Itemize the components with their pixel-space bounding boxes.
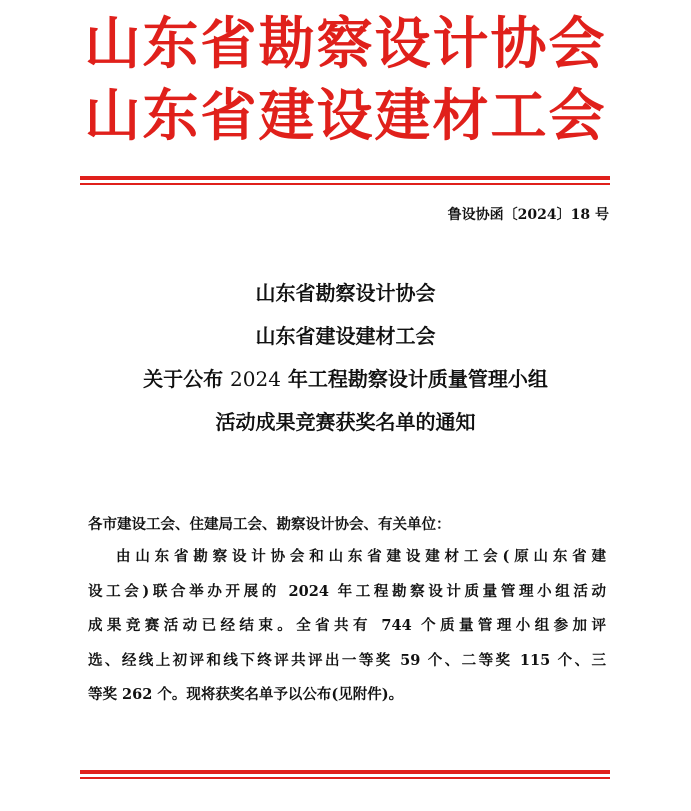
body-line: 选、经线上初评和线下终评共评出一等奖 59 个、二等奖 115 个、三 [88, 651, 606, 669]
title-line-3-suffix: 年工程勘察设计质量管理小组 [287, 367, 548, 391]
title-line-3-prefix: 关于公布 [143, 367, 224, 391]
title-line-1: 山东省勘察设计协会 [255, 281, 436, 305]
salutation: 各市建设工会、住建局工会、勘察设计协会、有关单位： [88, 516, 451, 533]
title-year: 2024 [230, 367, 281, 391]
body-line: 由山东省勘察设计协会和山东省建设建材工会(原山东省建 [116, 548, 606, 565]
letterhead-divider-top [80, 176, 610, 185]
title-line-2: 山东省建设建材工会 [255, 324, 436, 348]
title-line-4: 活动成果竞赛获奖名单的通知 [215, 410, 476, 434]
title-line-3 [0, 358, 691, 401]
letterhead [0, 8, 691, 152]
document-number: 鲁设协函〔2024〕18 号 [447, 207, 609, 223]
body-line: 设工会)联合举办开展的 2024 年工程勘察设计质量管理小组活动 [88, 582, 606, 600]
body-paragraph [88, 540, 606, 713]
body-line: 成果竞赛活动已经结束。全省共有 744 个质量管理小组参加评 [88, 617, 606, 634]
letterhead-org-2: 山东省建设建材工会 [84, 83, 607, 149]
footer-divider [80, 770, 610, 779]
letterhead-org-1: 山东省勘察设计协会 [84, 11, 607, 77]
notice-title [0, 272, 691, 444]
body-line: 等奖 262 个。现将获奖名单予以公布(见附件)。 [88, 686, 404, 703]
